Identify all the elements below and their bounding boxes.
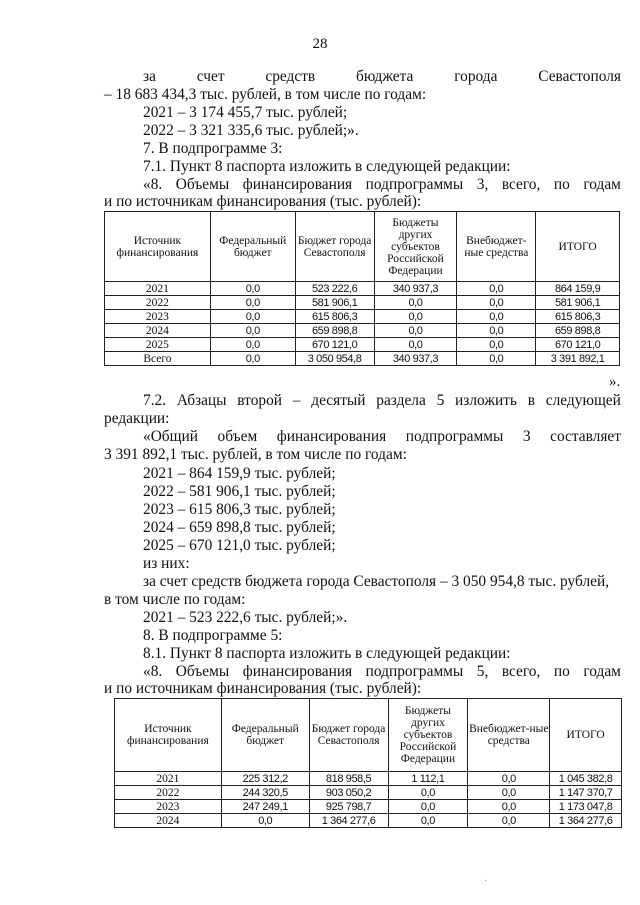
cell-total: 3 391 892,1	[536, 352, 620, 366]
page-number: 28	[312, 36, 328, 52]
scan-mark: ·	[484, 876, 488, 887]
table-row	[115, 800, 622, 814]
cell-year: 2024	[115, 814, 222, 828]
cell-extra: 0,0	[468, 786, 550, 800]
table-row	[115, 786, 622, 800]
text-line: 8.1. Пункт 8 паспорта изложить в следующей редакции:	[143, 645, 511, 662]
table-row	[105, 324, 620, 338]
word: годам	[583, 663, 621, 680]
word: Севастополя	[538, 68, 621, 85]
table-row	[115, 772, 622, 786]
cell-city: 925 798,7	[309, 800, 388, 814]
word: подпрограммы	[365, 663, 464, 680]
cell-total: 1 045 382,8	[550, 772, 622, 786]
cell-year: 2025	[105, 338, 211, 352]
word: по	[553, 176, 570, 193]
justified-line	[143, 663, 621, 681]
table-row	[105, 282, 620, 296]
text-line: 7.1. Пункт 8 паспорта изложить в следующей редакции:	[143, 158, 511, 175]
cell-other: 0,0	[388, 786, 468, 800]
word: –	[292, 392, 301, 409]
word: годам	[583, 176, 621, 193]
cell-total: 1 147 370,7	[550, 786, 622, 800]
cell-year: 2022	[115, 786, 222, 800]
word: раздела	[376, 392, 426, 409]
cell-other: 0,0	[374, 324, 457, 338]
cell-total: 659 898,8	[536, 324, 620, 338]
cell-city: 3 050 954,8	[295, 352, 374, 366]
cell-city: 818 958,5	[309, 772, 388, 786]
cell-city: 659 898,8	[295, 324, 374, 338]
word: города	[454, 68, 498, 85]
word: подпрограммы	[405, 428, 504, 445]
cell-year: 2021	[115, 772, 222, 786]
cell-total: 581 906,1	[536, 296, 620, 310]
text-line: 2022 – 3 321 335,6 тыс. рублей;».	[143, 122, 359, 139]
word: по	[553, 663, 570, 680]
text-line: 2021 – 523 222,6 тыс. рублей;».	[143, 609, 348, 626]
cell-federal: 0,0	[210, 310, 295, 324]
table-row	[105, 296, 620, 310]
cell-extra: 0,0	[468, 772, 550, 786]
text-line: 2022 – 581 906,1 тыс. рублей;	[143, 483, 336, 500]
text-line: из них:	[143, 555, 190, 572]
cell-extra: 0,0	[457, 310, 536, 324]
word: десятый	[311, 392, 366, 409]
text-line: в том числе по годам:	[104, 591, 246, 608]
word: финансирования	[242, 176, 353, 193]
cell-federal: 0,0	[210, 338, 295, 352]
word: 3,	[476, 176, 489, 193]
col-header-federal: Федеральный бюджет	[210, 212, 295, 282]
cell-year: 2022	[105, 296, 211, 310]
financing-table-subprogram-3	[104, 211, 620, 366]
text-line: и по источникам финансирования (тыс. рублей):	[104, 193, 422, 210]
cell-federal: 0,0	[210, 324, 295, 338]
word: следующей	[545, 392, 621, 409]
text-line: редакции:	[104, 410, 170, 427]
cell-extra: 0,0	[457, 352, 536, 366]
word: «8.	[143, 663, 163, 680]
cell-city: 615 806,3	[295, 310, 374, 324]
word: финансирования	[242, 663, 353, 680]
cell-city: 1 364 277,6	[309, 814, 388, 828]
word: финансирования	[276, 428, 387, 445]
cell-extra: 0,0	[457, 296, 536, 310]
table-row	[105, 310, 620, 324]
word: счет	[196, 68, 225, 85]
cell-other: 340 937,3	[374, 352, 457, 366]
cell-city: 581 906,1	[295, 296, 374, 310]
word: 5,	[476, 663, 489, 680]
cell-total: 670 121,0	[536, 338, 620, 352]
word: «8.	[143, 176, 163, 193]
word: Объемы	[175, 176, 230, 193]
cell-federal: 0,0	[210, 296, 295, 310]
word: 3	[522, 428, 531, 445]
cell-total: 864 159,9	[536, 282, 620, 296]
table-row	[105, 352, 620, 366]
col-header-source: Источник финансирования	[115, 699, 222, 772]
cell-federal: 0,0	[210, 282, 295, 296]
text-line: 7. В подпрограмме 3:	[143, 140, 283, 157]
cell-other: 340 937,3	[374, 282, 457, 296]
text-line: – 18 683 434,3 тыс. рублей, в том числе по годам:	[104, 86, 427, 103]
table-row	[105, 338, 620, 352]
text-line: 3 391 892,1 тыс. рублей, в том числе по годам:	[104, 446, 407, 463]
word: 5	[436, 392, 445, 409]
word: в	[527, 392, 536, 409]
table2-body	[115, 772, 622, 828]
text-line: 2025 – 670 121,0 тыс. рублей;	[143, 537, 336, 554]
text-line: 2023 – 615 806,3 тыс. рублей;	[143, 501, 336, 518]
text-line: 2021 – 3 174 455,7 тыс. рублей;	[143, 104, 348, 121]
cell-federal: 0,0	[210, 352, 295, 366]
word: всего,	[501, 176, 541, 193]
cell-federal: 247 249,1	[221, 800, 309, 814]
cell-other: 0,0	[374, 338, 457, 352]
text-line: за счет средств бюджета города Севастополя – 3 050 954,8 тыс. рублей,	[143, 573, 610, 590]
table1-body	[105, 282, 620, 366]
text-line: 8. В подпрограмме 5:	[143, 627, 283, 644]
text-line: 2021 – 864 159,9 тыс. рублей;	[143, 465, 336, 482]
cell-city: 903 050,2	[309, 786, 388, 800]
cell-federal: 0,0	[221, 814, 309, 828]
col-header-total: ИТОГО	[550, 699, 622, 772]
cell-year: 2023	[105, 310, 211, 324]
word: подпрограммы	[365, 176, 464, 193]
col-header-city: Бюджет города Севастополя	[295, 212, 374, 282]
cell-other: 0,0	[374, 310, 457, 324]
word: составляет	[550, 428, 621, 445]
word: средств	[265, 68, 316, 85]
col-header-city: Бюджет города Севастополя	[309, 699, 388, 772]
word: изложить	[455, 392, 517, 409]
cell-extra: 0,0	[457, 324, 536, 338]
justified-line	[143, 68, 621, 86]
justified-line	[143, 176, 621, 194]
cell-other: 1 112,1	[388, 772, 468, 786]
text-line: и по источникам финансирования (тыс. рублей):	[104, 680, 422, 697]
col-header-extra: Внебюджет-ные средства	[457, 212, 536, 282]
cell-other: 0,0	[388, 800, 468, 814]
cell-total: 1 173 047,8	[550, 800, 622, 814]
word: «Общий	[143, 428, 198, 445]
cell-total: 615 806,3	[536, 310, 620, 324]
text-line: 2024 – 659 898,8 тыс. рублей;	[143, 519, 336, 536]
col-header-other: Бюджеты других субъектов Российской Федерации	[374, 212, 457, 282]
word: Абзацы	[176, 392, 227, 409]
cell-extra: 0,0	[457, 282, 536, 296]
col-header-federal: Федеральный бюджет	[221, 699, 309, 772]
closing-quote: ».	[609, 374, 621, 390]
financing-table-subprogram-5	[114, 698, 622, 828]
cell-year: 2024	[105, 324, 211, 338]
word: второй	[237, 392, 283, 409]
cell-federal: 244 320,5	[221, 786, 309, 800]
cell-city: 523 222,6	[295, 282, 374, 296]
cell-total: 1 364 277,6	[550, 814, 622, 828]
cell-city: 670 121,0	[295, 338, 374, 352]
cell-year: 2023	[115, 800, 222, 814]
cell-federal: 225 312,2	[221, 772, 309, 786]
cell-extra: 0,0	[468, 800, 550, 814]
word: Объемы	[175, 663, 230, 680]
cell-other: 0,0	[388, 814, 468, 828]
cell-year: Всего	[105, 352, 211, 366]
col-header-extra: Внебюджет-ные средства	[468, 699, 550, 772]
table-row	[115, 814, 622, 828]
justified-line	[143, 392, 621, 410]
col-header-source: Источник финансирования	[105, 212, 211, 282]
col-header-total: ИТОГО	[536, 212, 620, 282]
cell-extra: 0,0	[468, 814, 550, 828]
word: за	[143, 68, 156, 85]
col-header-other: Бюджеты других субъектов Российской Федерации	[388, 699, 468, 772]
cell-extra: 0,0	[457, 338, 536, 352]
word: всего,	[501, 663, 541, 680]
word: бюджета	[356, 68, 414, 85]
justified-line	[143, 428, 621, 446]
word: 7.2.	[143, 392, 167, 409]
word: объем	[217, 428, 258, 445]
cell-year: 2021	[105, 282, 211, 296]
cell-other: 0,0	[374, 296, 457, 310]
